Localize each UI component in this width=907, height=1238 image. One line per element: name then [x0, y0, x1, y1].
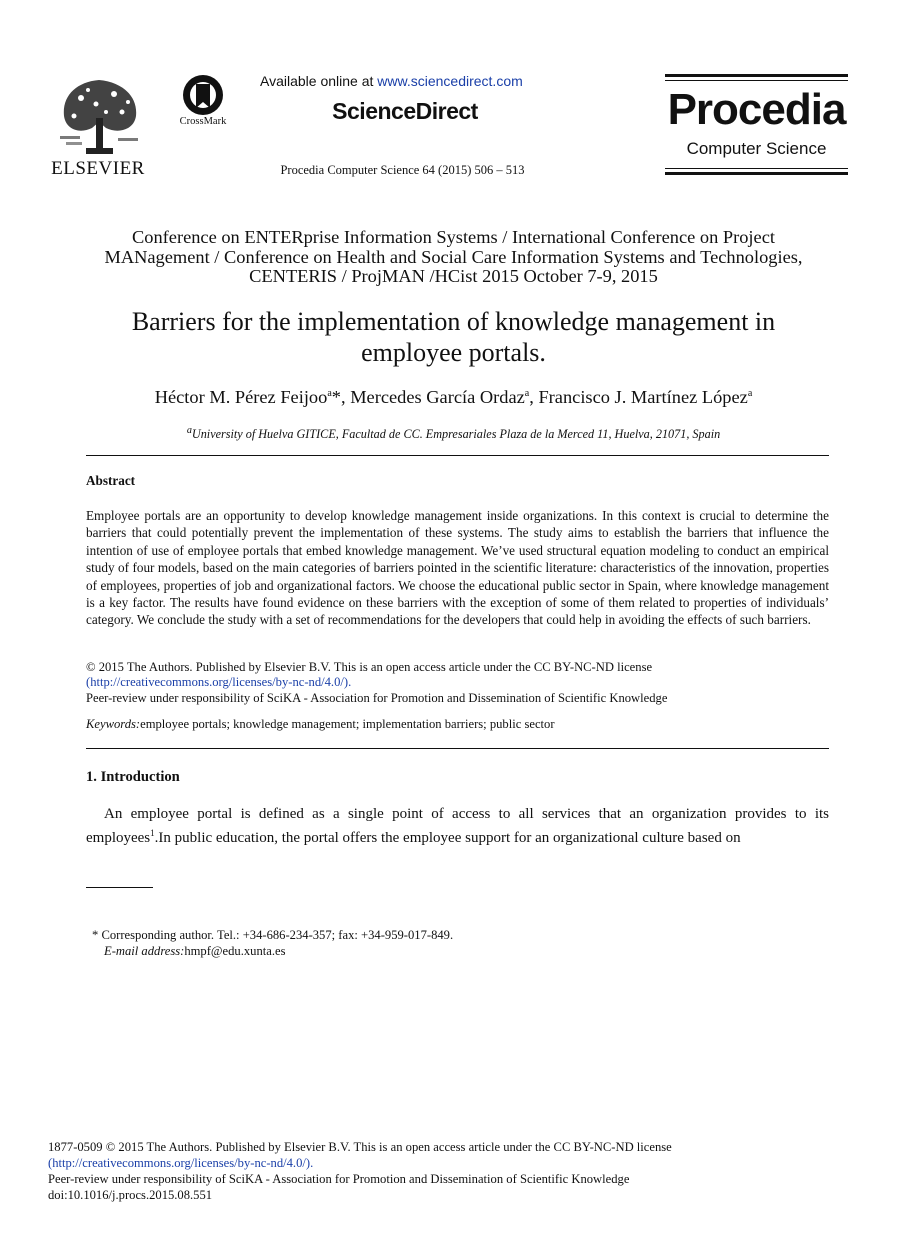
- license-text: © 2015 The Authors. Published by Elsevier B.V. This is an open access article under the CC BY-NC-ND license: [86, 660, 653, 674]
- footer-doi[interactable]: doi:10.1016/j.procs.2015.08.551: [48, 1188, 213, 1202]
- author-name: Mercedes García Ordaz: [350, 387, 525, 407]
- footnote-mark: *: [92, 928, 102, 942]
- available-prefix: Available online at: [260, 73, 378, 89]
- crossmark-icon: [172, 74, 234, 120]
- sciencedirect-link[interactable]: www.sciencedirect.com: [377, 73, 523, 89]
- footer-peer-review: Peer-review under responsibility of SciKA - Association for Promotion and Dissemination of Scientific Knowledge: [48, 1172, 630, 1186]
- paper-title: [60, 306, 847, 368]
- sciencedirect-logo: ScienceDirect: [332, 98, 478, 124]
- footnote: [92, 928, 792, 959]
- intro-text-part: .In public education, the portal offers the employee support for an organizational culture based on: [154, 830, 741, 846]
- license-link[interactable]: (http://creativecommons.org/licenses/by-nc-nd/4.0/).: [86, 675, 352, 690]
- affiliation: [40, 425, 867, 442]
- author-name: Héctor M. Pérez Feijoo: [154, 387, 328, 407]
- affiliation-text: University of Huelva GITICE, Facultad de CC. Empresariales Plaza de la Merced 11, Huelva, 21071, Spain: [191, 427, 721, 442]
- abstract-heading: Abstract: [86, 473, 136, 488]
- keywords: [86, 717, 829, 732]
- footer-copyright: 1877-0509 © 2015 The Authors. Published by Elsevier B.V. This is an open access article under the CC BY-NC-ND license: [48, 1140, 672, 1154]
- procedia-bottom-rule-thin: [665, 168, 848, 169]
- intro-text-part: An employee portal is defined as a single point of access to all services that an organization provides to its employees: [86, 806, 829, 846]
- affiliation-sup: a: [186, 425, 192, 436]
- conference-line: Conference on ENTERprise Information Systems / International Conference on Project: [132, 227, 775, 247]
- footer-license-link[interactable]: (http://creativecommons.org/licenses/by-nc-nd/4.0/).: [48, 1156, 314, 1170]
- title-line: employee portals.: [361, 338, 546, 367]
- email-label: E-mail address:: [104, 943, 185, 958]
- author-affil-sup: a: [327, 387, 332, 399]
- conference-line: MANagement / Conference on Health and Social Care Information Systems and Technologies,: [104, 246, 803, 267]
- corresponding-mark: *: [331, 387, 341, 407]
- procedia-top-rule: [665, 74, 848, 77]
- title-line: Barriers for the implementation of knowledge management in: [131, 307, 776, 336]
- available-online: [260, 73, 560, 89]
- elsevier-tree-icon: [56, 76, 142, 158]
- keywords-list: employee portals; knowledge management; implementation barriers; public sector: [140, 717, 555, 731]
- conference-info: [60, 228, 847, 287]
- footnote-email-line: [92, 944, 792, 960]
- author-affil-sup: a: [747, 387, 753, 399]
- section-heading-introduction: 1. Introduction: [86, 769, 180, 785]
- introduction-body: [86, 805, 829, 848]
- author-separator: ,: [340, 387, 351, 407]
- peer-review-text: Peer-review under responsibility of SciKA - Association for Promotion and Dissemination of Scientific Knowledge: [86, 690, 668, 705]
- footnote-ref[interactable]: 1: [150, 828, 155, 838]
- top-divider: [86, 455, 829, 456]
- page-footer: [48, 1139, 868, 1203]
- footnote-corresponding: [92, 928, 792, 944]
- abstract-body: Employee portals are an opportunity to develop knowledge management inside organizations. In this context is crucial to determine the barriers that could potentially prevent the implementation of these systems. The study aims to establish the barriers that influence the intention of use of employee portals that embed knowledge management. We’ve used structural equation modeling to conduct an empirical study of four models, based on the main categories of barriers pointed in the scientific literature: characteristics of the innovation, properties of employees, properties of job and organizational factors. We choose the educational public sector in Spain, where knowledge management is a key factor. The results have found evidence on these barriers with the exception of some of them related to properties of individuals’ category. We conclude the study with a set of recommendations for the developers that could help in avoiding the effects of such barriers.: [86, 508, 829, 628]
- procedia-top-rule-thin: [665, 80, 848, 81]
- procedia-bottom-rule: [665, 172, 848, 175]
- procedia-logo-title: Procedia: [667, 85, 846, 134]
- author-separator: ,: [529, 387, 539, 407]
- elsevier-logo-text: ELSEVIER: [51, 158, 145, 179]
- license-block: [86, 660, 829, 706]
- procedia-logo-subtitle: Computer Science: [686, 139, 827, 158]
- footnote-rule: [86, 887, 153, 888]
- keywords-label: Keywords:: [86, 717, 141, 731]
- crossmark-label: CrossMark: [179, 116, 227, 127]
- journal-reference: Procedia Computer Science 64 (2015) 506 – 513: [280, 163, 525, 177]
- email-address[interactable]: hmpf@edu.xunta.es: [184, 943, 286, 958]
- author-list: [40, 387, 867, 408]
- procedia-logo: [665, 74, 848, 175]
- author-name: Francisco J. Martínez López: [538, 387, 748, 407]
- footnote-contact: Corresponding author. Tel.: +34-686-234-357; fax: +34-959-017-849.: [101, 928, 454, 942]
- bottom-divider: [86, 748, 829, 749]
- conference-line: CENTERIS / ProjMAN /HCist 2015 October 7-9, 2015: [249, 266, 658, 286]
- elsevier-logo: [50, 72, 146, 180]
- author-affil-sup: a: [524, 387, 530, 399]
